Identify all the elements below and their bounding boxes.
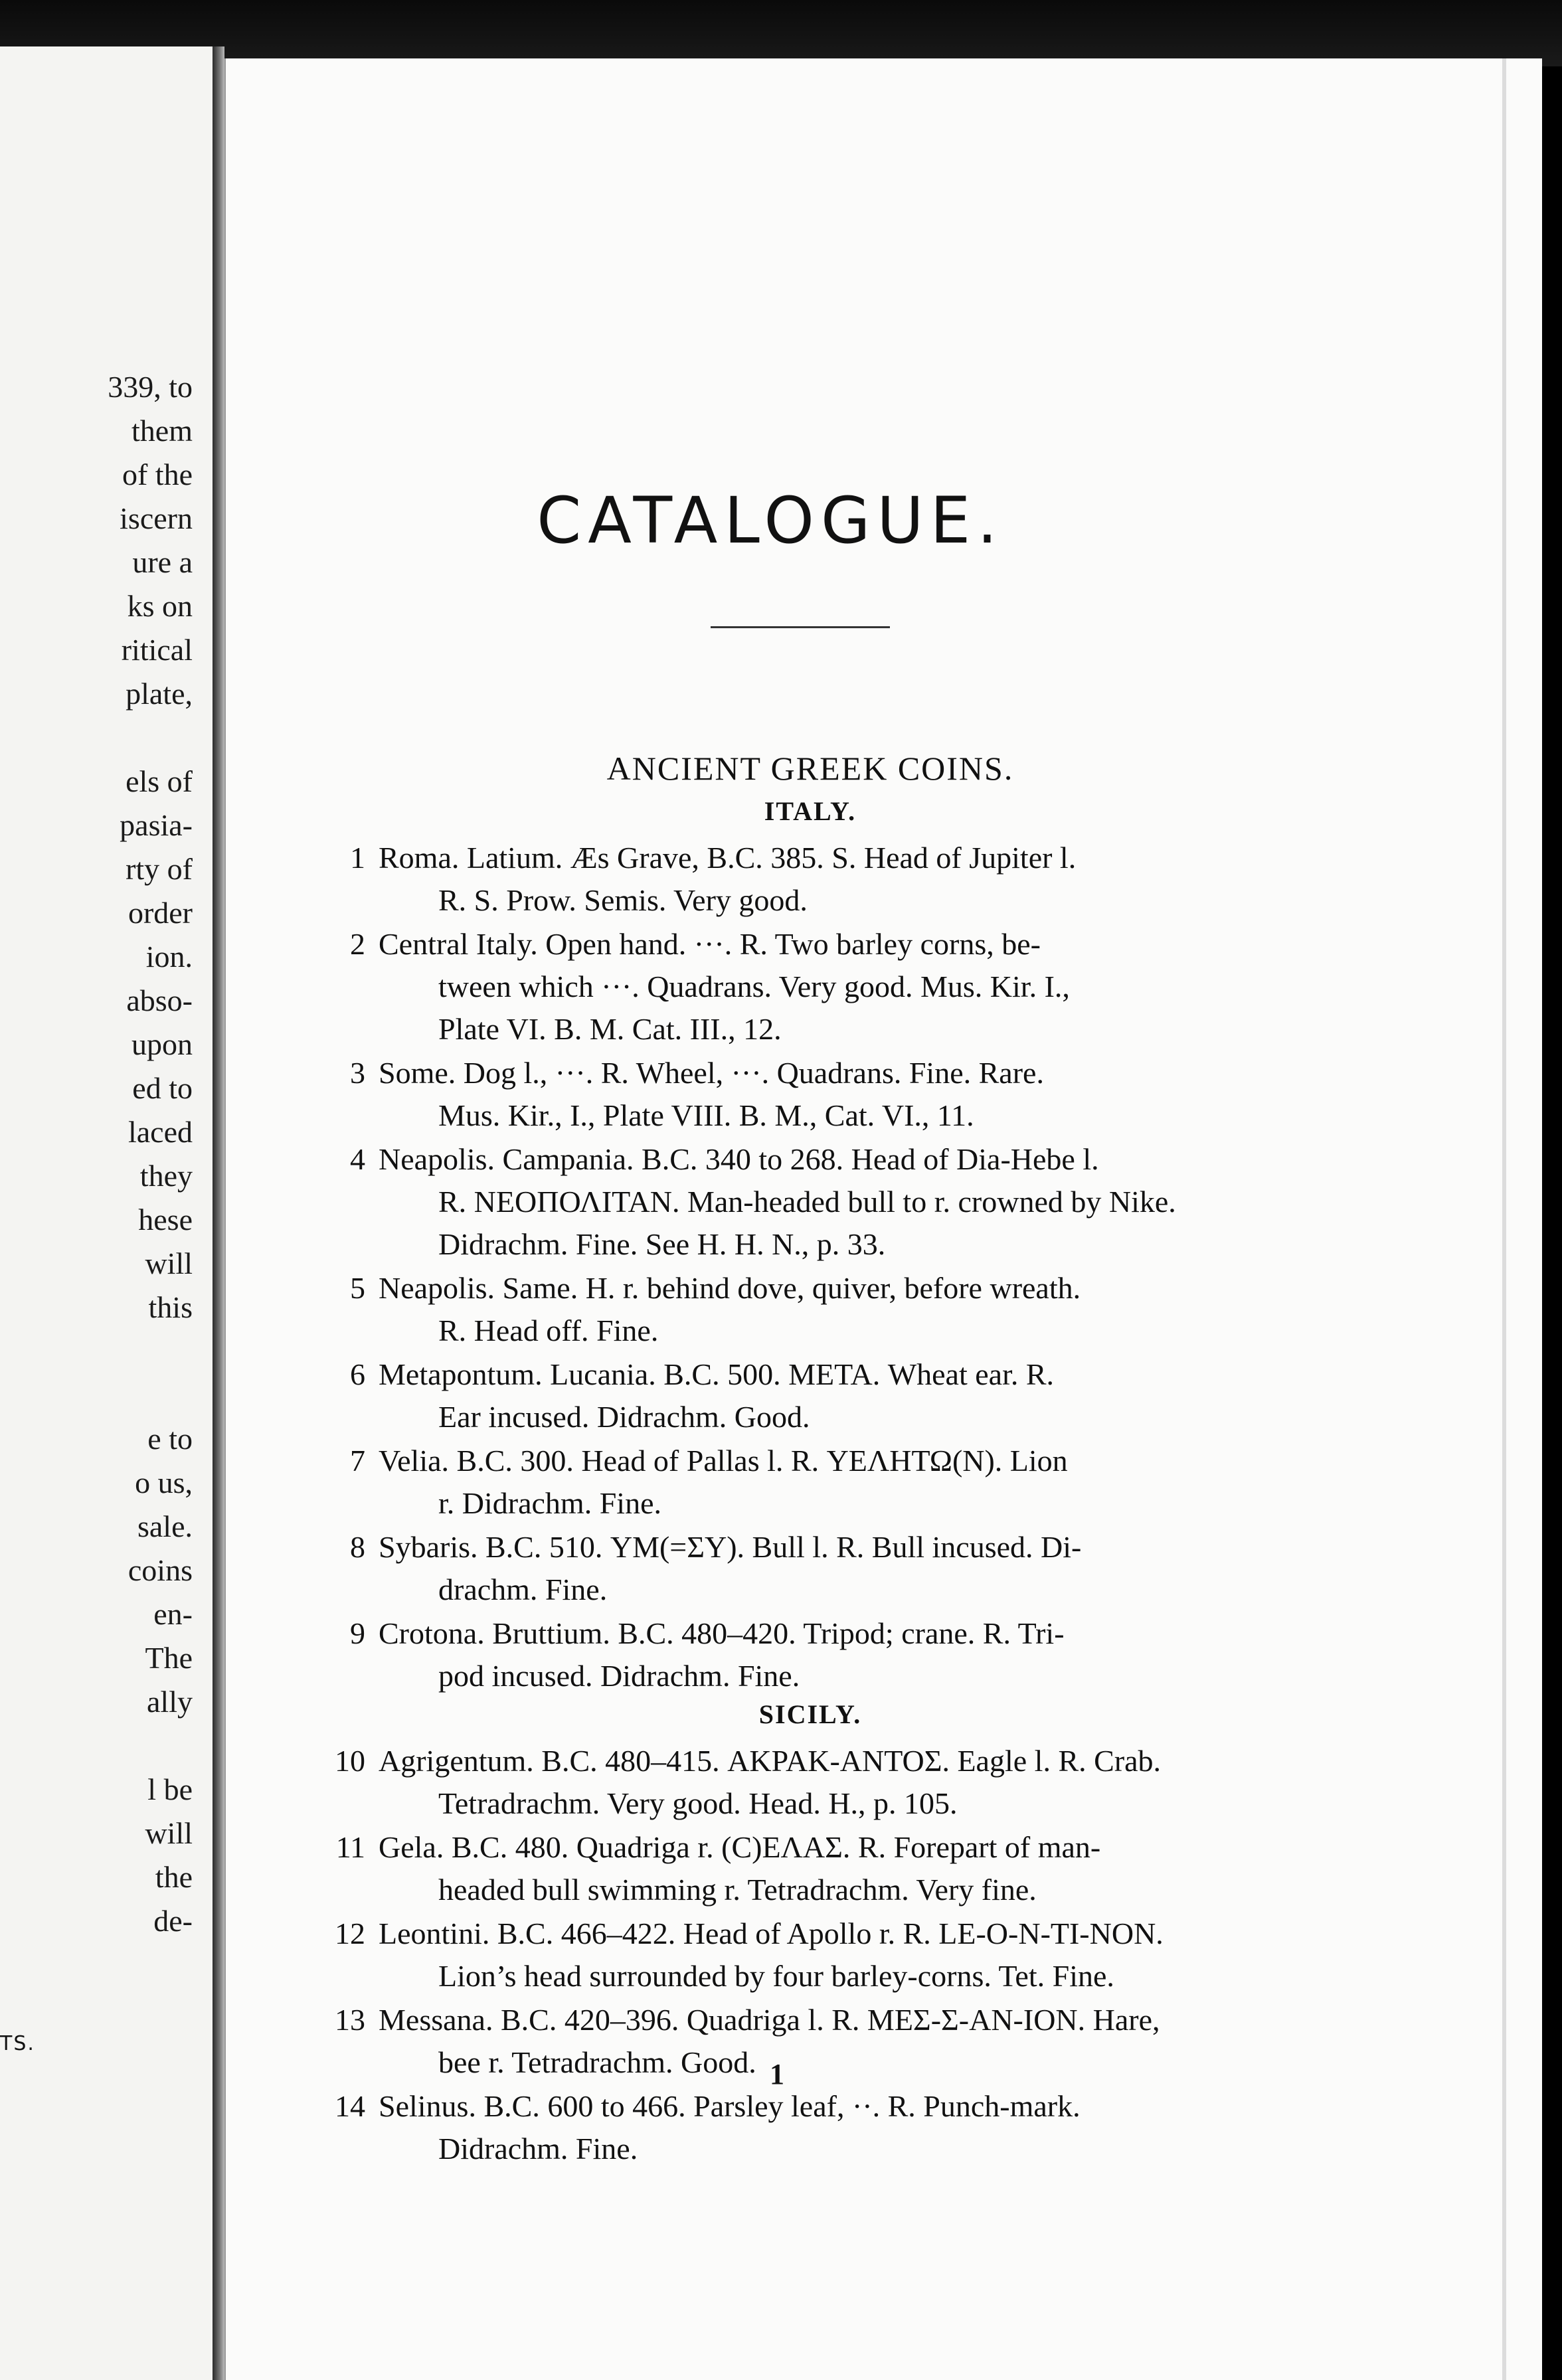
- left-facing-page: [0, 46, 213, 2380]
- entry-line: pod incused. Didrachm. Fine.: [438, 1659, 800, 1693]
- left-page-fragment: sale.: [137, 1509, 193, 1543]
- left-page-fragment: l be: [147, 1772, 193, 1806]
- left-page-fragment: [108, 1329, 193, 1373]
- entry-line: Crotona. Bruttium. B.C. 480–420. Tripod; crane. R. Tri-: [379, 1616, 1065, 1650]
- left-page-fragment: ed to: [132, 1071, 193, 1105]
- left-page-footer: TS.: [0, 2032, 35, 2055]
- section-heading: SICILY.: [758, 1699, 862, 1729]
- entry-number: 14: [335, 2089, 365, 2123]
- entry-line: bee r. Tetradrachm. Good.: [438, 2045, 756, 2079]
- entry-line: Didrachm. Fine.: [438, 2132, 638, 2166]
- left-page-fragment: [108, 1724, 193, 1768]
- entry-line: headed bull swimming r. Tetradrachm. Very fine.: [438, 1873, 1037, 1907]
- title-rule: [711, 626, 890, 628]
- page-number: 1: [770, 2058, 784, 2090]
- left-page-fragment: of the: [122, 458, 193, 491]
- entry-line: Velia. B.C. 300. Head of Pallas l. R. ΥΕΛΗΤΩ(Ν). Lion: [379, 1444, 1068, 1478]
- entry-number: 5: [350, 1271, 365, 1305]
- entry-number: 7: [350, 1444, 365, 1478]
- entry-line: Ear incused. Didrachm. Good.: [438, 1400, 810, 1434]
- entry-line: Messana. B.C. 420–396. Quadriga l. R. ΜΕΣ-Σ-ΑΝ-ΙΟΝ. Hare,: [379, 2003, 1160, 2037]
- entry-line: Some. Dog l., ···. R. Wheel, ···. Quadrans. Fine. Rare.: [379, 1056, 1044, 1090]
- entry-line: Central Italy. Open hand. ···. R. Two barley corns, be-: [379, 927, 1041, 961]
- left-page-fragment: en-: [153, 1597, 193, 1631]
- left-page-fragment: e to: [147, 1422, 193, 1456]
- entry-number: 6: [350, 1357, 365, 1391]
- left-page-fragment: [108, 1373, 193, 1417]
- entry-line: Lion’s head surrounded by four barley-corns. Tet. Fine.: [438, 1959, 1114, 1993]
- book-gutter: [213, 46, 224, 2380]
- entry-line: Tetradrachm. Very good. Head. H., p. 105.: [438, 1786, 958, 1820]
- entry-line: Metapontum. Lucania. B.C. 500. ΜΕΤΑ. Wheat ear. R.: [379, 1357, 1055, 1391]
- entry-number: 4: [350, 1142, 365, 1176]
- entry-line: Neapolis. Same. H. r. behind dove, quiver, before wreath.: [379, 1271, 1081, 1305]
- left-page-fragment: abso-: [126, 983, 193, 1017]
- entry-line: Mus. Kir., I., Plate VIII. B. M., Cat. VI., 11.: [438, 1098, 974, 1132]
- left-page-fragment: 339, to: [108, 370, 193, 404]
- left-page-fragment: els of: [126, 764, 193, 798]
- entry-line: Selinus. B.C. 600 to 466. Parsley leaf, ··. R. Punch-mark.: [379, 2089, 1081, 2123]
- scan-background: [0, 0, 1562, 66]
- entry-line: R. S. Prow. Semis. Very good.: [438, 883, 808, 917]
- entry-line: R. Head off. Fine.: [438, 1314, 659, 1347]
- left-page-fragment: [108, 716, 193, 760]
- entry-line: drachm. Fine.: [438, 1572, 608, 1606]
- entry-number: 3: [350, 1056, 365, 1090]
- left-page-fragment: iscern: [120, 501, 193, 535]
- left-page-fragment: o us,: [135, 1466, 193, 1499]
- entry-line: Leontini. B.C. 466–422. Head of Apollo r. R. LE-O-N-TI-NON.: [379, 1916, 1164, 1950]
- entry-line: r. Didrachm. Fine.: [438, 1486, 661, 1520]
- entry-line: Roma. Latium. Æs Grave, B.C. 385. S. Head of Jupiter l.: [379, 841, 1077, 875]
- left-page-fragment: upon: [131, 1027, 193, 1061]
- entry-number: 8: [350, 1530, 365, 1564]
- left-page-fragment: laced: [128, 1115, 193, 1149]
- entry-number: 9: [350, 1616, 365, 1650]
- entry-line: Neapolis. Campania. B.C. 340 to 268. Head of Dia-Hebe l.: [379, 1142, 1099, 1176]
- left-page-fragment: they: [139, 1159, 193, 1193]
- left-page-fragment: will: [145, 1816, 193, 1850]
- left-page-fragment: plate,: [126, 677, 193, 711]
- left-page-fragment: ritical: [121, 633, 193, 667]
- entry-number: 13: [335, 2003, 365, 2037]
- left-page-text-fragments: [108, 365, 193, 1943]
- entry-line: Gela. B.C. 480. Quadriga r. (C)ΕΛΑΣ. R. Forepart of man-: [379, 1830, 1101, 1864]
- left-page-fragment: will: [145, 1246, 193, 1280]
- entry-line: tween which ···. Quadrans. Very good. Mus. Kir. I.,: [438, 970, 1070, 1003]
- entry-number: 10: [335, 1744, 365, 1778]
- left-page-fragment: de-: [153, 1904, 193, 1938]
- entry-number: 1: [350, 841, 365, 875]
- entry-line: Sybaris. B.C. 510. ΥΜ(=ΣΥ). Bull l. R. Bull incused. Di-: [379, 1530, 1082, 1564]
- left-page-fragment: ally: [147, 1685, 193, 1719]
- left-page-fragment: ks on: [127, 589, 193, 623]
- page-edge: [1502, 58, 1506, 2380]
- entry-line: Plate VI. B. M. Cat. III., 12.: [438, 1012, 782, 1046]
- left-page-fragment: hese: [138, 1203, 193, 1236]
- entry-number: 12: [335, 1916, 365, 1950]
- entry-line: Didrachm. Fine. See H. H. N., p. 33.: [438, 1227, 886, 1261]
- left-page-fragment: pasia-: [120, 808, 193, 842]
- left-page-fragment: The: [145, 1641, 193, 1675]
- page-title: CATALOGUE.: [537, 483, 1004, 558]
- entry-line: Agrigentum. B.C. 480–415. ΑΚΡΑΚ-ΑΝΤΟΣ. Eagle l. R. Crab.: [379, 1744, 1162, 1778]
- left-page-fragment: them: [131, 414, 193, 448]
- entry-number: 2: [350, 927, 365, 961]
- entry-number: 11: [335, 1830, 365, 1864]
- entry-line: R. ΝΕΟΠΟΛΙΤΑΝ. Man-headed bull to r. crowned by Nike.: [438, 1185, 1176, 1219]
- section-heading: ITALY.: [764, 796, 857, 826]
- catalogue-page: [224, 58, 1542, 2380]
- left-page-fragment: rty of: [126, 852, 193, 886]
- left-page-fragment: ion.: [145, 940, 193, 974]
- left-page-fragment: order: [128, 896, 193, 930]
- left-page-fragment: ure a: [132, 545, 193, 579]
- left-page-fragment: the: [155, 1860, 193, 1894]
- left-page-fragment: coins: [128, 1553, 193, 1587]
- left-page-fragment: this: [148, 1290, 193, 1324]
- main-heading: ANCIENT GREEK COINS.: [606, 750, 1014, 787]
